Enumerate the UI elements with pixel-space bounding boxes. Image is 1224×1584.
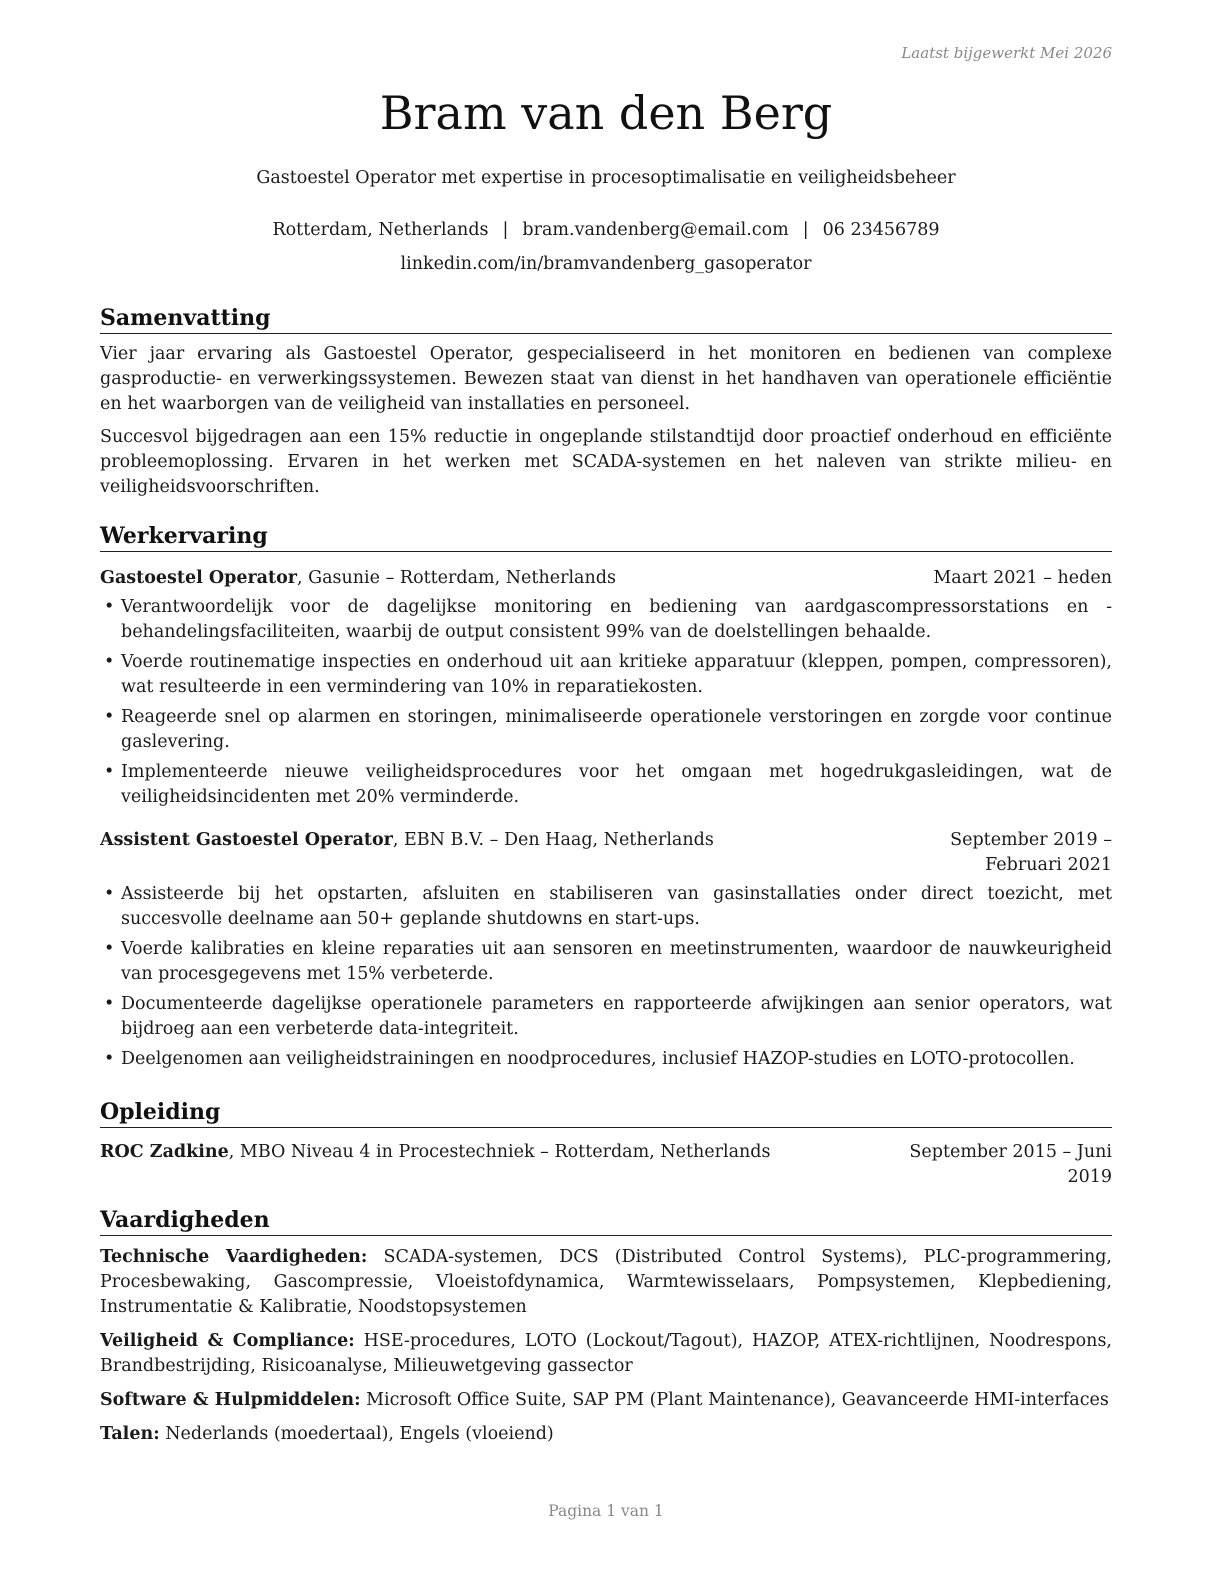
skill-label: Technische Vaardigheden:: [100, 1247, 368, 1267]
education-detail: , MBO Niveau 4 in Procestechniek – Rotterdam, Netherlands: [228, 1142, 771, 1162]
location: Rotterdam, Netherlands: [272, 220, 489, 240]
summary-paragraph: Vier jaar ervaring als Gastoestel Operator, gespecialiseerd in het monitoren en bedienen van complexe gasproductie- en verwerkingssystemen. Bewezen staat van dienst in het handhaven van operationele efficiëntie en het waarborgen van de veiligheid van installaties en personeel.: [100, 344, 1112, 414]
linkedin-link[interactable]: linkedin.com/in/bramvandenberg_gasoperator: [400, 254, 812, 274]
job-org: , Gasunie – Rotterdam, Netherlands: [297, 568, 616, 588]
skill-label: Veiligheid & Compliance:: [100, 1331, 355, 1351]
education-dates: September 2015 – Juni 2019: [909, 1142, 1112, 1187]
bullet-icon: •: [104, 994, 115, 1014]
list-item: • Assisteerde bij het opstarten, afsluiten en stabiliseren van gasinstallaties onder direct toezicht, met succesvolle deelname aan 50+ geplande shutdowns en start-ups.: [104, 884, 1112, 929]
job-entry: [100, 566, 1112, 810]
list-item: • Voerde routinematige inspecties en onderhoud uit aan kritieke apparatuur (kleppen, pompen, compressoren), wat resulteerde in een vermindering van 10% in reparatiekosten.: [104, 652, 1112, 697]
skill-text: SCADA-systemen, DCS (Distributed Control Systems), PLC-programmering, Procesbewaking, Gascompressie, Vloeistofdynamica, Warmtewisselaars, Pompsystemen, Klepbediening, Instrumentatie & Kalibratie, Noodstopsystemen: [100, 1247, 1112, 1317]
skills-section: [100, 1207, 1112, 1447]
skill-group: [100, 1245, 1112, 1320]
section-title: Vaardigheden: [100, 1207, 1112, 1236]
resume-page: [100, 0, 1112, 1584]
experience-section: [100, 523, 1112, 1077]
skill-label: Talen:: [100, 1424, 160, 1444]
bullet-icon: •: [104, 707, 115, 727]
separator: |: [802, 220, 809, 240]
skill-group: [100, 1388, 1112, 1413]
job-header: [100, 566, 1112, 591]
skill-text: Microsoft Office Suite, SAP PM (Plant Maintenance), Geavanceerde HMI-interfaces: [360, 1390, 1109, 1410]
summary-section: [100, 305, 1112, 500]
list-item: • Reageerde snel op alarmen en storingen, minimaliseerde operationele verstoringen en zorgde voor continue gaslevering.: [104, 707, 1112, 752]
section-title: Opleiding: [100, 1099, 1112, 1128]
job-dates: Maart 2021 – heden: [933, 568, 1112, 588]
bullet-icon: •: [104, 1049, 115, 1069]
job-entry: [100, 828, 1112, 1072]
job-bullets: [100, 882, 1112, 1072]
list-item: • Voerde kalibraties en kleine reparaties uit aan sensoren en meetinstrumenten, waardoor de nauwkeurigheid van procesgegevens met 15% verbeterde.: [104, 939, 1112, 984]
job-bullets: [100, 595, 1112, 810]
education-section: [100, 1099, 1112, 1190]
phone: 06 23456789: [822, 220, 940, 240]
page-footer: Pagina 1 van 1: [548, 1502, 664, 1520]
education-entry: [100, 1140, 1112, 1190]
email-link[interactable]: bram.vandenberg@email.com: [522, 220, 789, 240]
job-dates: September 2019 – Februari 2021: [950, 830, 1112, 875]
list-item: • Deelgenomen aan veiligheidstrainingen en noodprocedures, inclusief HAZOP-studies en LOTO-protocollen.: [100, 1047, 1112, 1072]
bullet-icon: •: [104, 884, 115, 904]
section-title: Samenvatting: [100, 305, 1112, 334]
bullet-icon: •: [104, 939, 115, 959]
job-header: [100, 828, 1112, 878]
list-item: • Documenteerde dagelijkse operationele parameters en rapporteerde afwijkingen aan senior operators, wat bijdroeg aan een verbeterde data-integriteit.: [104, 994, 1112, 1039]
skill-group: [100, 1422, 1112, 1447]
separator: |: [502, 220, 509, 240]
list-item: • Implementeerde nieuwe veiligheidsprocedures voor het omgaan met hogedrukgasleidingen, wat de veiligheidsincidenten met 20% verminderde.: [104, 762, 1112, 807]
job-role: Assistent Gastoestel Operator: [100, 830, 393, 850]
last-updated: Laatst bijgewerkt Mei 2026: [901, 44, 1112, 62]
skill-label: Software & Hulpmiddelen:: [100, 1390, 361, 1410]
candidate-name: Bram van den Berg: [379, 86, 833, 140]
section-title: Werkervaring: [100, 523, 1112, 552]
list-item: • Verantwoordelijk voor de dagelijkse monitoring en bediening van aardgascompressorstations en -behandelingsfaciliteiten, waarbij de output consistent 99% van de doelstellingen behaalde.: [104, 597, 1112, 642]
contact-line: [100, 220, 1112, 240]
skill-text: HSE-procedures, LOTO (Lockout/Tagout), HAZOP, ATEX-richtlijnen, Noodrespons, Brandbestrijding, Risicoanalyse, Milieuwetgeving gassector: [100, 1331, 1112, 1376]
job-role: Gastoestel Operator: [100, 568, 297, 588]
bullet-icon: •: [104, 652, 115, 672]
bullet-icon: •: [104, 762, 115, 782]
tagline: Gastoestel Operator met expertise in procesoptimalisatie en veiligheidsbeheer: [256, 168, 956, 188]
job-org: , EBN B.V. – Den Haag, Netherlands: [392, 830, 714, 850]
skill-group: [100, 1329, 1112, 1379]
skill-text: Nederlands (moedertaal), Engels (vloeiend): [159, 1424, 554, 1444]
summary-paragraph: Succesvol bijgedragen aan een 15% reductie in ongeplande stilstandtijd door proactief onderhoud en efficiënte probleemoplossing. Ervaren in het werken met SCADA-systemen en het naleven van strikte milieu- en veiligheidsvoorschriften.: [100, 427, 1112, 497]
bullet-icon: •: [104, 597, 115, 617]
school-name: ROC Zadkine: [100, 1142, 229, 1162]
